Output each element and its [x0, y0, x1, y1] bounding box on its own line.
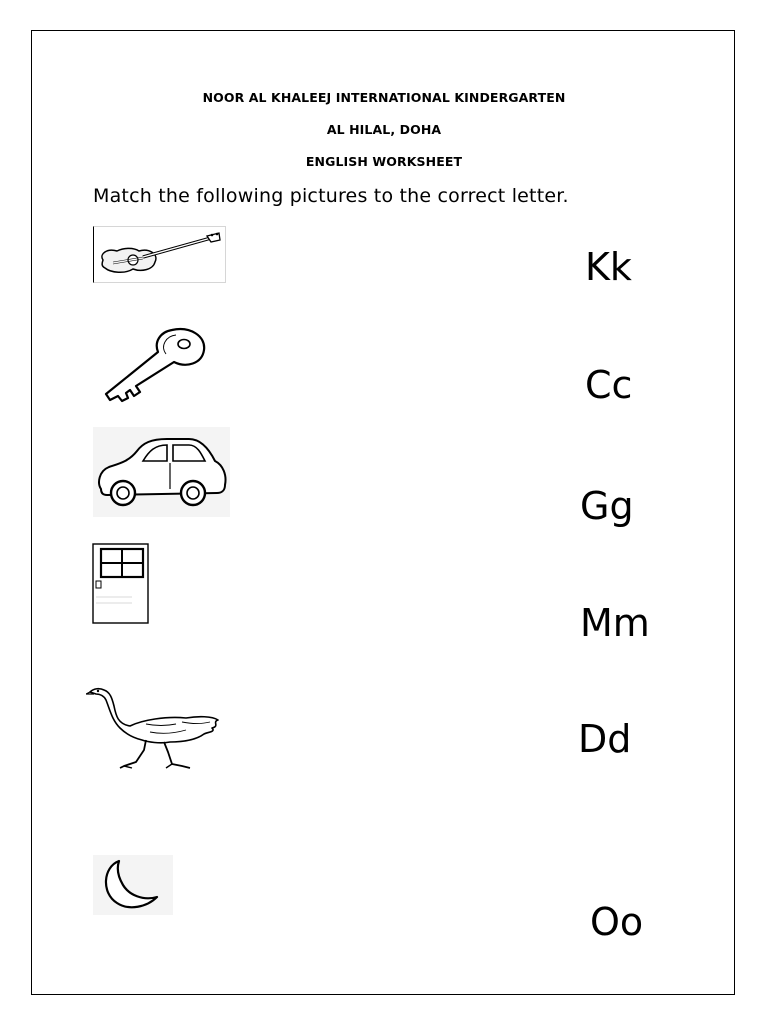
door-icon — [92, 543, 150, 625]
school-location: AL HILAL, DOHA — [326, 122, 442, 137]
letter-mm: Mm — [580, 601, 650, 645]
letter-gg: Gg — [580, 484, 634, 528]
letter-kk: Kk — [585, 245, 632, 289]
letter-oo: Oo — [590, 900, 644, 944]
car-icon — [93, 427, 230, 517]
letter-dd: Dd — [578, 717, 632, 761]
ostrich-icon — [86, 682, 224, 772]
worksheet-title: ENGLISH WORKSHEET — [305, 154, 463, 169]
guitar-icon — [93, 226, 226, 283]
school-name: NOOR AL KHALEEJ INTERNATIONAL KINDERGARTEN — [202, 90, 566, 105]
letter-cc: Cc — [585, 363, 633, 407]
key-icon — [100, 324, 210, 404]
moon-icon — [93, 855, 173, 915]
instruction-text: Match the following pictures to the correct letter. — [93, 185, 569, 207]
